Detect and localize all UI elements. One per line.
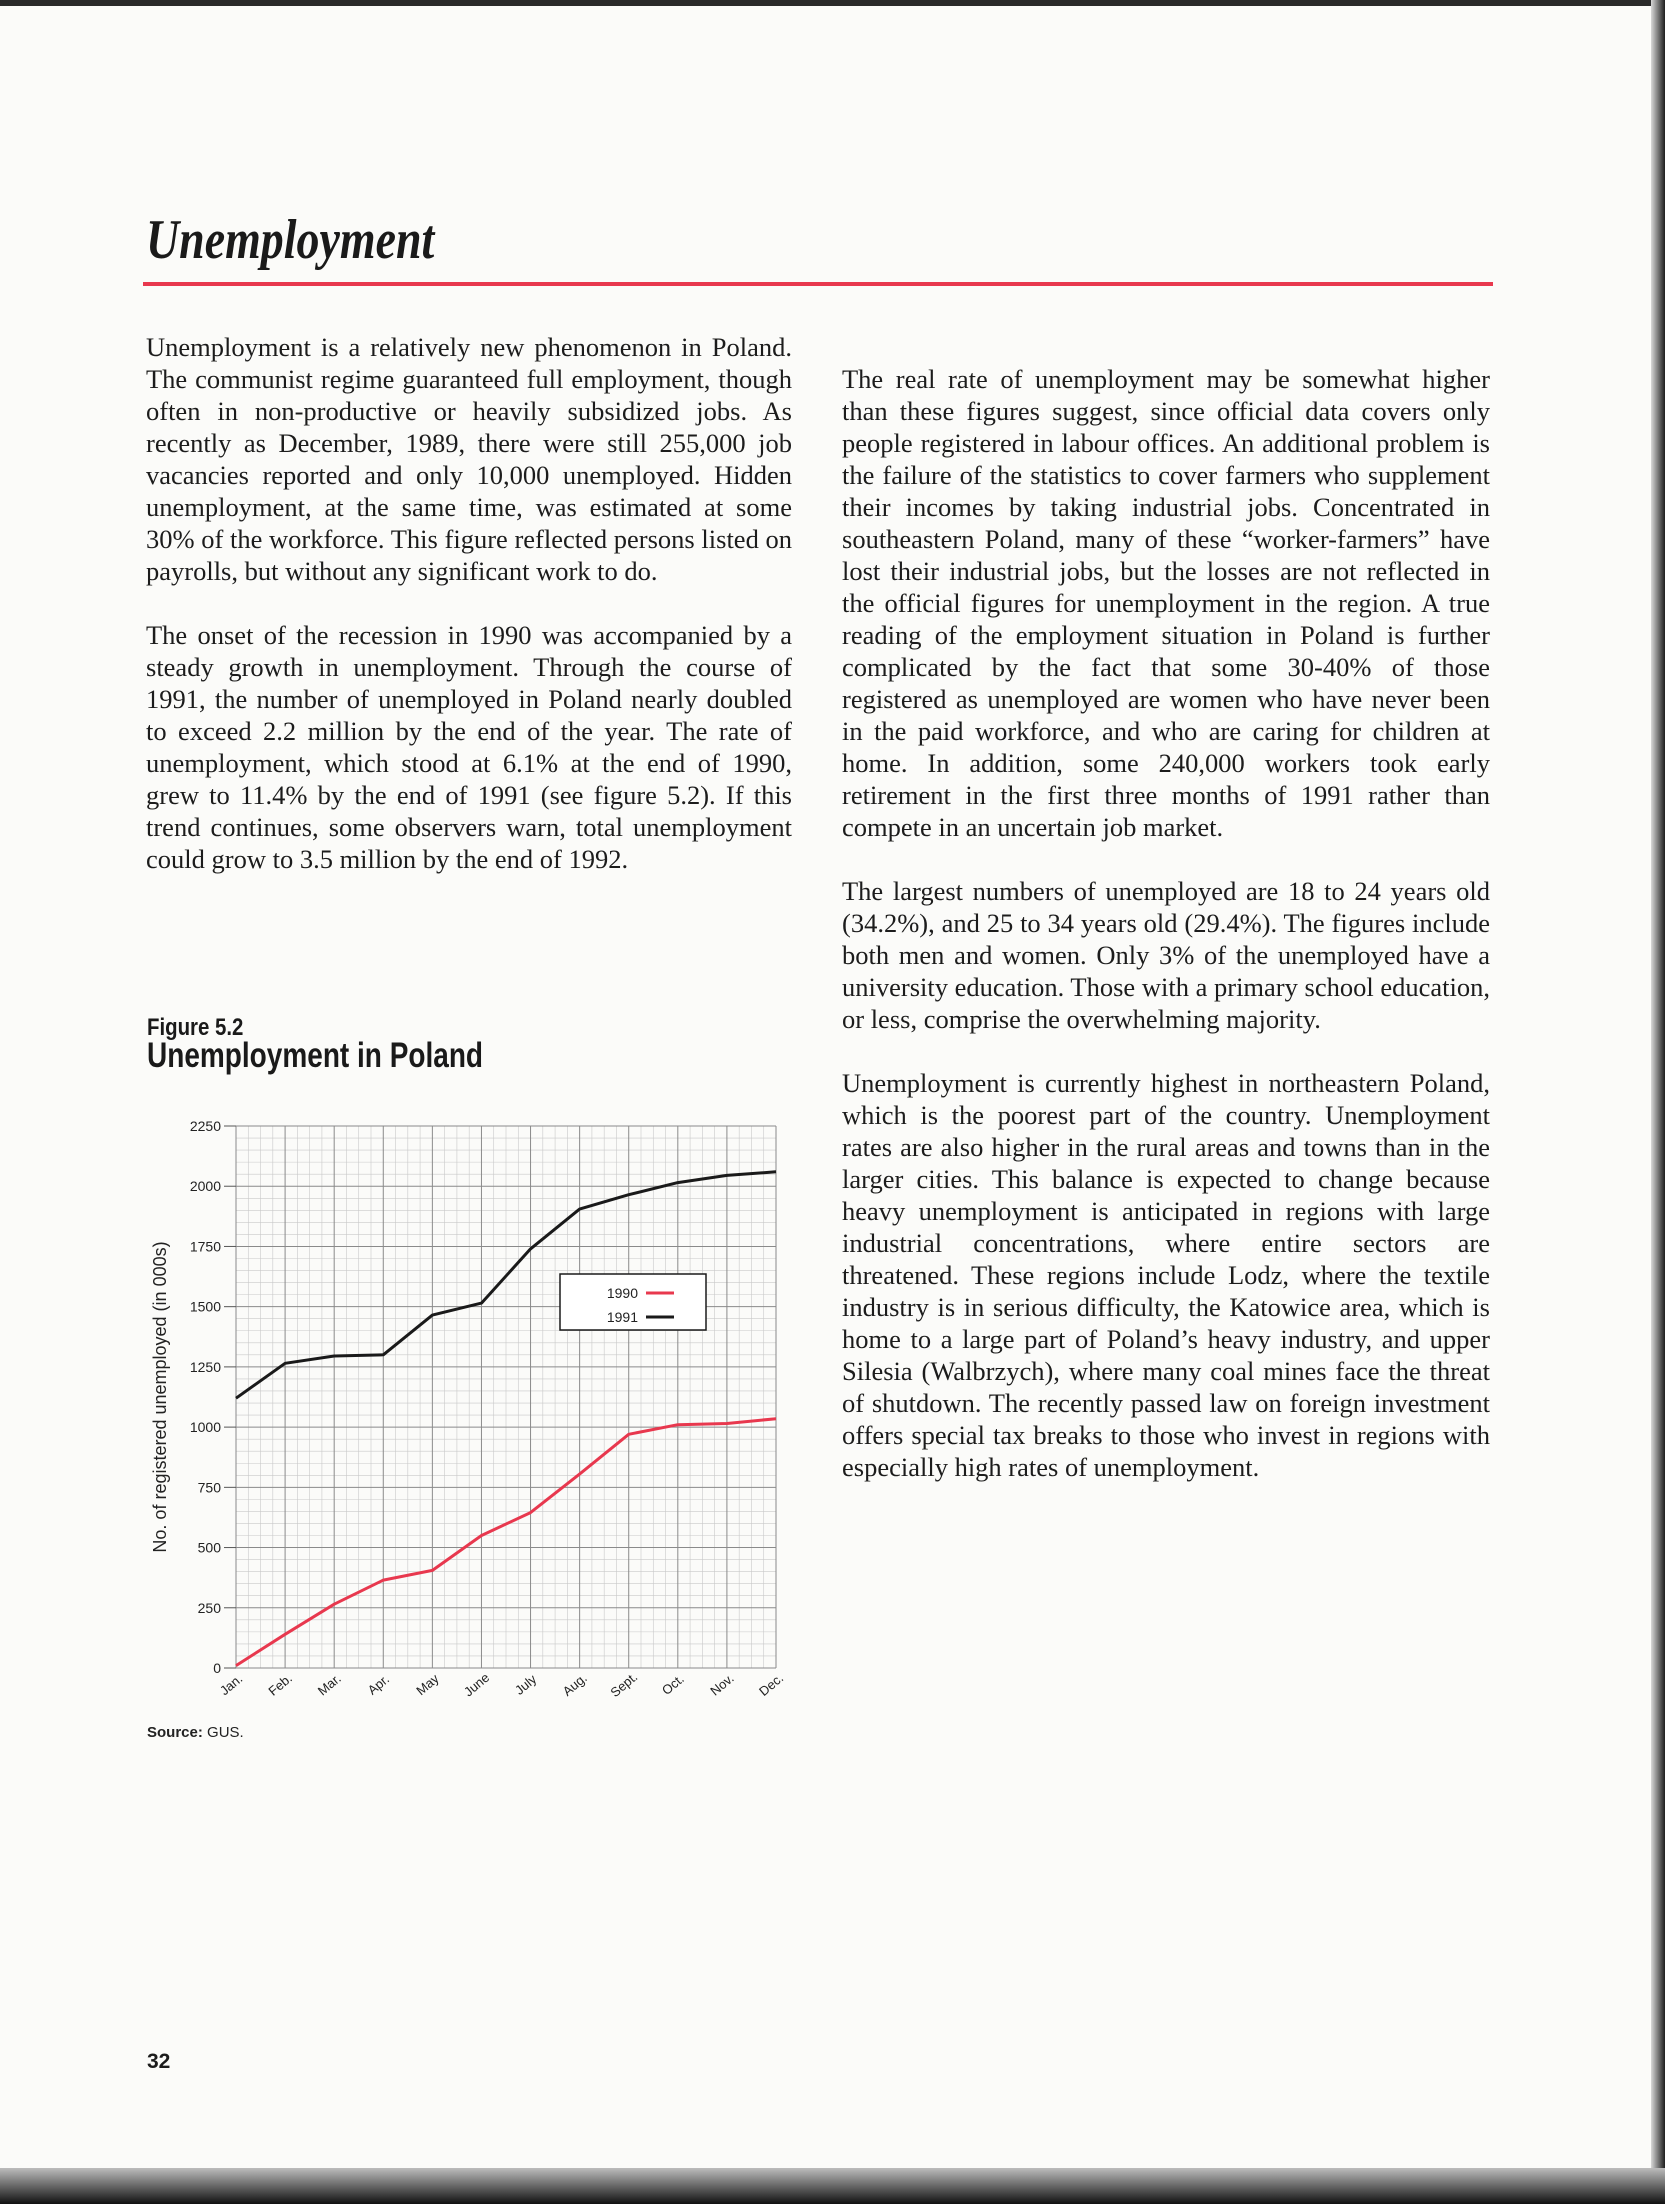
y-tick-label: 750 [197, 1479, 221, 1496]
x-tick-label: June [460, 1669, 493, 1700]
x-tick-label: July [511, 1671, 540, 1698]
figure-title: Unemployment in Poland [147, 1036, 484, 1075]
x-tick-label: Sept. [607, 1669, 641, 1701]
y-tick-label: 1500 [189, 1298, 221, 1315]
x-tick-label: Nov. [707, 1670, 737, 1699]
x-tick-label: Mar. [314, 1670, 344, 1699]
figure-source [147, 1724, 244, 1741]
page-number: 32 [147, 2050, 171, 2073]
x-tick-label: Aug. [559, 1670, 590, 1699]
page-bottom-edge [0, 2168, 1665, 2204]
y-tick-label: 1250 [189, 1358, 221, 1375]
paragraph: The onset of the recession in 1990 was accompanied by a steady growth in unemployment. Through the course of 1991, the number of unemployed in Poland nearly doubled to exceed 2.2 million by the end of the year. The rate of unemployment, which stood at 6.1% at the end of 1990, grew to 11.4% by the end of 1991 (see figure 5.2). If this trend continues, some observers warn, total unemployment could grow to 3.5 million by the end of 1992. [146, 620, 792, 874]
paragraph: Unemployment is a relatively new phenomenon in Poland. The communist regime guaranteed full employment, though often in non-productive or heavily subsidized jobs. As recently as December, 1989, there were still 255,000 job vacancies reported and only 10,000 unemployed. Hidden unemployment, at the same time, was estimated at some 30% of the workforce. This figure reflected persons listed on payrolls, but without any significant work to do. [146, 332, 792, 586]
figure-label: Figure 5.2 [147, 1014, 244, 1041]
y-tick-label: 2000 [189, 1178, 221, 1195]
y-tick-label: 1000 [189, 1419, 221, 1436]
x-tick-label: Oct. [658, 1671, 687, 1698]
page-spine-shadow [1651, 0, 1665, 2204]
title-underline [143, 282, 1493, 286]
paragraph: The largest numbers of unemployed are 18 to 24 years old (34.2%), and 25 to 34 years old (29.4%). The figures include both men and women. Only 3% of the unemployed have a university education. Those with a primary school education, or less, comprise the overwhelming majority. [842, 876, 1490, 1034]
x-tick-label: May [413, 1670, 442, 1699]
x-tick-label: Jan. [216, 1670, 246, 1699]
x-tick-label: Dec. [756, 1670, 787, 1699]
right-column [842, 363, 1490, 1515]
left-column [146, 331, 792, 907]
legend-label: 1991 [606, 1309, 638, 1325]
source-label: Source: [147, 1724, 203, 1741]
y-tick-label: 1750 [189, 1238, 221, 1255]
y-tick-label: 250 [197, 1599, 221, 1616]
paragraph: The real rate of unemployment may be somewhat higher than these figures suggest, since official data covers only people registered in labour offices. An additional problem is the failure of the statistics to cover farmers who supplement their incomes by taking industrial jobs. Concentrated in southeastern Poland, many of these “worker-farmers” have lost their industrial jobs, but the losses are not reflected in the official figures for unemployment in the region. A true reading of the employment situation in Poland is further complicated by the fact that some 30-40% of those registered as unemployed are women who have never been in the paid workforce, and who are caring for children at home. In addition, some 240,000 workers took early retirement in the first three months of 1991 rather than compete in an uncertain job market. [842, 364, 1490, 842]
unemployment-line-chart [140, 1110, 800, 1730]
paragraph: Unemployment is currently highest in northeastern Poland, which is the poorest part of the country. Unemployment rates are also higher in the rural areas and towns than in the larger cities. This balance is expected to change because heavy unemployment is anticipated in regions with large industrial concentrations, where entire sectors are threatened. These regions include Lodz, where the textile industry is in serious difficulty, the Katowice area, which is home to a large part of Poland’s heavy industry, and upper Silesia (Walbrzych), where many coal mines face the threat of shutdown. The recently passed law on foreign investment offers special tax breaks to those who invest in regions with especially high rates of unemployment. [842, 1068, 1490, 1482]
page-top-edge [0, 0, 1665, 6]
section-title: Unemployment [146, 209, 435, 271]
x-tick-label: Apr. [364, 1671, 393, 1698]
legend-label: 1990 [606, 1285, 638, 1301]
x-tick-label: Feb. [265, 1670, 295, 1699]
source-value: GUS. [207, 1724, 244, 1741]
y-tick-label: 2250 [189, 1118, 221, 1134]
y-axis-label: No. of registered unemployed (in 000s) [150, 1241, 170, 1553]
y-tick-label: 0 [213, 1660, 221, 1676]
y-tick-label: 500 [197, 1539, 221, 1556]
